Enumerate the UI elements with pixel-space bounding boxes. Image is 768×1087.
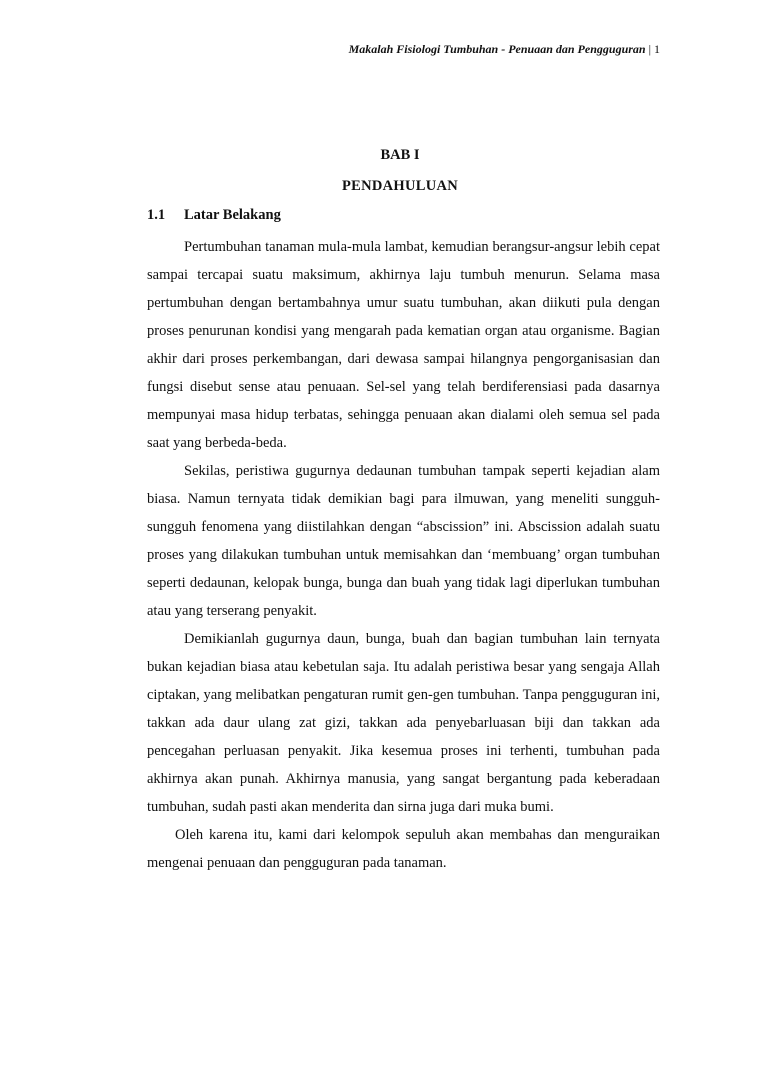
chapter-number: BAB I	[380, 147, 420, 163]
section-title: Latar Belakang	[184, 207, 281, 223]
paragraph-3: Demikianlah gugurnya daun, bunga, buah dan bagian tumbuhan lain ternyata bukan kejadian biasa atau kebetulan saja. Itu adalah peristiwa besar yang sengaja Allah ciptakan, yang melibatkan pengaturan rumit gen-gen tumbuhan. Tanpa pengguguran ini, takkan ada daur ulang zat gizi, takkan ada penyebarluasan biji dan takkan ada pencegahan perluasan penyakit. Jika kesemua proses ini terhenti, tumbuhan pada akhirnya akan punah. Akhirnya manusia, yang sangat bergantung pada keberadaan tumbuhan, sudah pasti akan menderita dan sirna juga dari muka bumi.	[147, 631, 660, 815]
section-heading	[147, 207, 281, 224]
chapter-title: PENDAHULUAN	[341, 178, 459, 194]
paragraph-4: Oleh karena itu, kami dari kelompok sepuluh akan membahas dan menguraikan mengenai penuaan dan pengguguran pada tanaman.	[147, 827, 660, 871]
paragraph-2: Sekilas, peristiwa gugurnya dedaunan tumbuhan tampak seperti kejadian alam biasa. Namun ternyata tidak demikian bagi para ilmuwan, yang meneliti sungguh-sungguh fenomena yang diistilahkan dengan “abscission” ini. Abscission adalah suatu proses yang dilakukan tumbuhan untuk memisahkan dan ‘membuang’ organ tumbuhan seperti dedaunan, kelopak bunga, bunga dan buah yang tidak lagi diperlukan tumbuhan atau yang terserang penyakit.	[147, 463, 660, 619]
page-number: 1	[654, 42, 660, 56]
body-text	[147, 233, 660, 877]
section-number: 1.1	[147, 207, 166, 223]
paragraph-1: Pertumbuhan tanaman mula-mula lambat, kemudian berangsur-angsur lebih cepat sampai tercapai suatu maksimum, akhirnya laju tumbuh menurun. Selama masa pertumbuhan dengan bertambahnya umur suatu tumbuhan, akan diikuti pula dengan proses penurunan kondisi yang mengarah pada kematian organ atau organisme. Bagian akhir dari proses perkembangan, dari dewasa sampai hilangnya pengorganisasian dan fungsi disebut sense atau penuaan. Sel-sel yang telah berdiferensiasi pada dasarnya mempunyai masa hidup terbatas, sehingga penuaan akan dialami oleh semua sel pada saat yang berbeda-beda.	[147, 239, 660, 451]
header-separator: |	[648, 42, 651, 56]
running-header	[140, 42, 660, 57]
header-title: Makalah Fisiologi Tumbuhan - Penuaan dan Pengguguran	[348, 42, 646, 56]
